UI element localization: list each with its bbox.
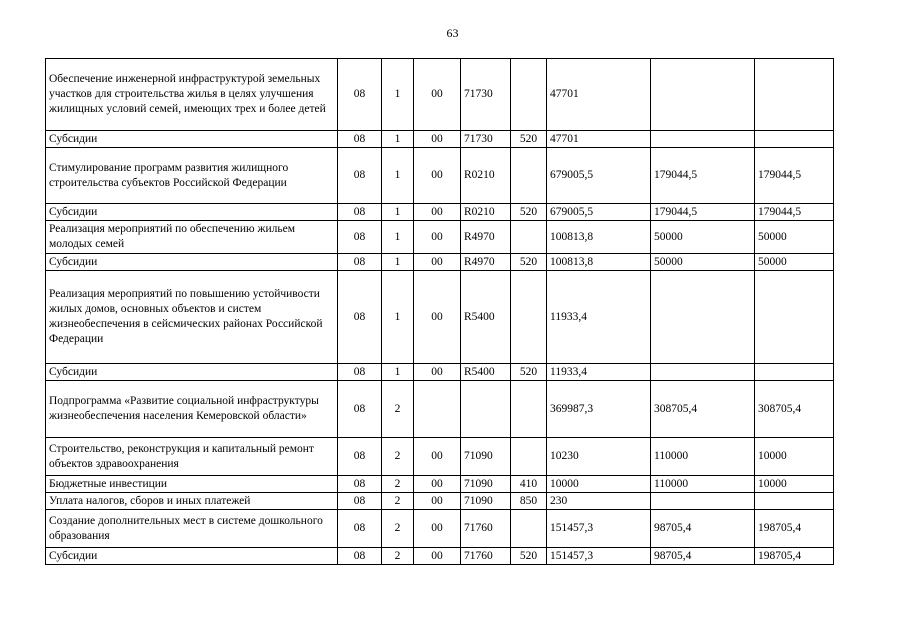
subprogram-code: 1 bbox=[382, 364, 414, 381]
amount-year-1: 11933,4 bbox=[547, 364, 651, 381]
amount-year-3 bbox=[755, 364, 834, 381]
subprogram-code: 1 bbox=[382, 59, 414, 131]
subprogram-code: 2 bbox=[382, 476, 414, 493]
target-item-code: R4970 bbox=[461, 254, 511, 271]
target-item-code: 71090 bbox=[461, 438, 511, 476]
table-row bbox=[46, 204, 834, 221]
amount-year-3 bbox=[755, 59, 834, 131]
target-item-code: 71730 bbox=[461, 59, 511, 131]
target-item-code: R0210 bbox=[461, 204, 511, 221]
row-name: Подпрограмма «Развитие социальной инфраструктуры жизнеобеспечения населения Кемеровской области» bbox=[46, 381, 338, 438]
amount-year-3: 10000 bbox=[755, 476, 834, 493]
amount-year-1: 679005,5 bbox=[547, 148, 651, 204]
amount-year-2: 308705,4 bbox=[651, 381, 755, 438]
expense-type-code bbox=[511, 221, 547, 254]
subprogram-code: 1 bbox=[382, 148, 414, 204]
amount-year-1: 230 bbox=[547, 493, 651, 510]
amount-year-2 bbox=[651, 271, 755, 364]
amount-year-3: 179044,5 bbox=[755, 204, 834, 221]
table-body bbox=[46, 59, 834, 565]
amount-year-1: 151457,3 bbox=[547, 510, 651, 548]
table-row bbox=[46, 221, 834, 254]
expense-type-code bbox=[511, 381, 547, 438]
target-item-code: R4970 bbox=[461, 221, 511, 254]
target-item-code: R5400 bbox=[461, 364, 511, 381]
target-item-code: 71760 bbox=[461, 548, 511, 565]
subprogram-code: 1 bbox=[382, 271, 414, 364]
table-row bbox=[46, 381, 834, 438]
amount-year-1: 10000 bbox=[547, 476, 651, 493]
amount-year-3: 50000 bbox=[755, 221, 834, 254]
amount-year-3 bbox=[755, 271, 834, 364]
program-type-code: 00 bbox=[414, 493, 461, 510]
program-type-code: 00 bbox=[414, 364, 461, 381]
row-name: Реализация мероприятий по обеспечению жильем молодых семей bbox=[46, 221, 338, 254]
section-code: 08 bbox=[338, 548, 382, 565]
target-item-code bbox=[461, 381, 511, 438]
row-name: Субсидии bbox=[46, 364, 338, 381]
subprogram-code: 2 bbox=[382, 548, 414, 565]
table-row bbox=[46, 59, 834, 131]
amount-year-1: 151457,3 bbox=[547, 548, 651, 565]
amount-year-1: 679005,5 bbox=[547, 204, 651, 221]
amount-year-2 bbox=[651, 493, 755, 510]
table-row bbox=[46, 510, 834, 548]
row-name: Бюджетные инвестиции bbox=[46, 476, 338, 493]
expense-type-code: 520 bbox=[511, 254, 547, 271]
amount-year-1: 10230 bbox=[547, 438, 651, 476]
row-name: Субсидии bbox=[46, 548, 338, 565]
program-type-code: 00 bbox=[414, 131, 461, 148]
table-row bbox=[46, 271, 834, 364]
table-row bbox=[46, 548, 834, 565]
expense-type-code bbox=[511, 510, 547, 548]
amount-year-2 bbox=[651, 59, 755, 131]
row-name: Субсидии bbox=[46, 131, 338, 148]
subprogram-code: 2 bbox=[382, 438, 414, 476]
section-code: 08 bbox=[338, 221, 382, 254]
target-item-code: 71090 bbox=[461, 476, 511, 493]
expense-type-code bbox=[511, 59, 547, 131]
amount-year-2: 179044,5 bbox=[651, 204, 755, 221]
program-type-code: 00 bbox=[414, 254, 461, 271]
amount-year-3: 198705,4 bbox=[755, 510, 834, 548]
page-number: 63 bbox=[446, 26, 459, 40]
amount-year-2: 110000 bbox=[651, 438, 755, 476]
amount-year-2: 50000 bbox=[651, 221, 755, 254]
expense-type-code: 520 bbox=[511, 131, 547, 148]
subprogram-code: 2 bbox=[382, 381, 414, 438]
expense-type-code: 520 bbox=[511, 204, 547, 221]
budget-table bbox=[45, 58, 834, 565]
table-row bbox=[46, 364, 834, 381]
row-name: Создание дополнительных мест в системе дошкольного образования bbox=[46, 510, 338, 548]
expense-type-code: 410 bbox=[511, 476, 547, 493]
table-row bbox=[46, 131, 834, 148]
amount-year-3: 308705,4 bbox=[755, 381, 834, 438]
amount-year-1: 369987,3 bbox=[547, 381, 651, 438]
program-type-code: 00 bbox=[414, 204, 461, 221]
program-type-code: 00 bbox=[414, 438, 461, 476]
target-item-code: 71090 bbox=[461, 493, 511, 510]
amount-year-1: 47701 bbox=[547, 131, 651, 148]
target-item-code: R5400 bbox=[461, 271, 511, 364]
section-code: 08 bbox=[338, 59, 382, 131]
section-code: 08 bbox=[338, 204, 382, 221]
section-code: 08 bbox=[338, 381, 382, 438]
amount-year-2: 50000 bbox=[651, 254, 755, 271]
amount-year-3: 50000 bbox=[755, 254, 834, 271]
table-row bbox=[46, 148, 834, 204]
target-item-code: R0210 bbox=[461, 148, 511, 204]
expense-type-code bbox=[511, 148, 547, 204]
row-name: Реализация мероприятий по повышению устойчивости жилых домов, основных объектов и систем жизнеобеспечения в сейсмических районах Российской Федерации bbox=[46, 271, 338, 364]
expense-type-code bbox=[511, 271, 547, 364]
section-code: 08 bbox=[338, 271, 382, 364]
section-code: 08 bbox=[338, 254, 382, 271]
section-code: 08 bbox=[338, 510, 382, 548]
amount-year-2: 179044,5 bbox=[651, 148, 755, 204]
section-code: 08 bbox=[338, 493, 382, 510]
amount-year-3 bbox=[755, 131, 834, 148]
subprogram-code: 1 bbox=[382, 204, 414, 221]
expense-type-code: 850 bbox=[511, 493, 547, 510]
program-type-code: 00 bbox=[414, 510, 461, 548]
row-name: Строительство, реконструкция и капитальный ремонт объектов здравоохранения bbox=[46, 438, 338, 476]
amount-year-1: 100813,8 bbox=[547, 254, 651, 271]
section-code: 08 bbox=[338, 131, 382, 148]
table-row bbox=[46, 476, 834, 493]
subprogram-code: 1 bbox=[382, 254, 414, 271]
program-type-code: 00 bbox=[414, 271, 461, 364]
section-code: 08 bbox=[338, 148, 382, 204]
row-name: Субсидии bbox=[46, 204, 338, 221]
amount-year-1: 100813,8 bbox=[547, 221, 651, 254]
section-code: 08 bbox=[338, 438, 382, 476]
table-row bbox=[46, 438, 834, 476]
amount-year-1: 47701 bbox=[547, 59, 651, 131]
amount-year-2: 98705,4 bbox=[651, 548, 755, 565]
amount-year-1: 11933,4 bbox=[547, 271, 651, 364]
expense-type-code bbox=[511, 438, 547, 476]
amount-year-2: 98705,4 bbox=[651, 510, 755, 548]
subprogram-code: 1 bbox=[382, 131, 414, 148]
target-item-code: 71760 bbox=[461, 510, 511, 548]
subprogram-code: 1 bbox=[382, 221, 414, 254]
program-type-code: 00 bbox=[414, 476, 461, 493]
expense-type-code: 520 bbox=[511, 548, 547, 565]
program-type-code: 00 bbox=[414, 148, 461, 204]
target-item-code: 71730 bbox=[461, 131, 511, 148]
section-code: 08 bbox=[338, 476, 382, 493]
subprogram-code: 2 bbox=[382, 493, 414, 510]
amount-year-2: 110000 bbox=[651, 476, 755, 493]
table-row bbox=[46, 493, 834, 510]
program-type-code: 00 bbox=[414, 59, 461, 131]
amount-year-3: 179044,5 bbox=[755, 148, 834, 204]
program-type-code bbox=[414, 381, 461, 438]
amount-year-3: 198705,4 bbox=[755, 548, 834, 565]
section-code: 08 bbox=[338, 364, 382, 381]
expense-type-code: 520 bbox=[511, 364, 547, 381]
amount-year-2 bbox=[651, 364, 755, 381]
program-type-code: 00 bbox=[414, 548, 461, 565]
row-name: Субсидии bbox=[46, 254, 338, 271]
amount-year-3: 10000 bbox=[755, 438, 834, 476]
row-name: Стимулирование программ развития жилищного строительства субъектов Российской Федерации bbox=[46, 148, 338, 204]
row-name: Уплата налогов, сборов и иных платежей bbox=[46, 493, 338, 510]
amount-year-3 bbox=[755, 493, 834, 510]
subprogram-code: 2 bbox=[382, 510, 414, 548]
program-type-code: 00 bbox=[414, 221, 461, 254]
table-row bbox=[46, 254, 834, 271]
row-name: Обеспечение инженерной инфраструктурой земельных участков для строительства жилья в целях улучшения жилищных условий семей, имеющих трех и более детей bbox=[46, 59, 338, 131]
amount-year-2 bbox=[651, 131, 755, 148]
